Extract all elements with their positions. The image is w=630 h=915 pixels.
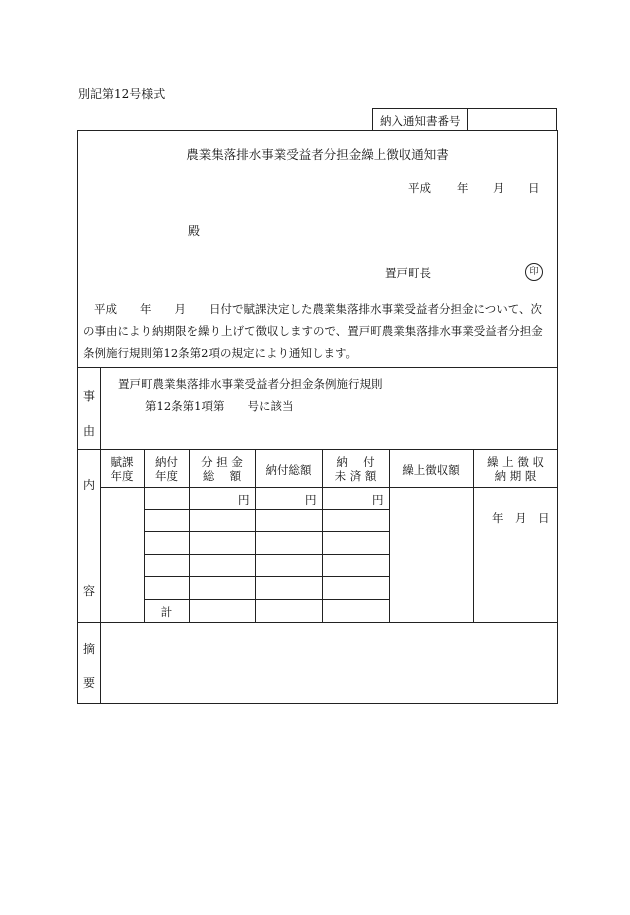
deadline-value: 年 月 日: [492, 511, 550, 525]
header-advance-collection: 繰上徴収額: [402, 463, 460, 477]
reason-label-2: 由: [82, 424, 95, 438]
yen-total-share: 円: [238, 493, 250, 507]
date-era: 平成: [408, 181, 431, 195]
addressee-suffix: 殿: [188, 224, 201, 238]
reason-line-1: 置戸町農業集落排水事業受益者分担金条例施行規則: [118, 377, 383, 391]
body-line-3: 条例施行規則第12条第2項の規定により通知します。: [83, 346, 358, 360]
issuer-name: 置戸町長: [385, 266, 431, 280]
document-title: 農業集落排水事業受益者分担金繰上徴収通知書: [186, 147, 449, 162]
notice-number-label: 納入通知書番号: [380, 114, 461, 128]
date-year: 年: [457, 181, 469, 195]
header-unpaid: 納 付 未 済 額: [334, 455, 377, 483]
body-line-1: 平成 年 月 日付で賦課決定した農業集落排水事業受益者分担金について、次: [94, 302, 543, 316]
remarks-label-1: 摘: [82, 642, 95, 656]
header-fuka-year: 賦課 年度: [110, 455, 134, 483]
details-label-2: 容: [82, 584, 95, 598]
yen-paid-total: 円: [305, 493, 317, 507]
seal-icon: 印: [525, 263, 543, 281]
header-deadline: 繰 上 徴 収 納 期 限: [487, 455, 544, 483]
details-label-1: 内: [82, 478, 95, 492]
reason-label-1: 事: [82, 389, 95, 403]
date-day: 日: [528, 181, 540, 195]
header-nofu-year: 納付 年度: [155, 455, 178, 483]
notice-number-value[interactable]: [472, 113, 552, 127]
total-label: 計: [160, 605, 173, 619]
date-month: 月: [493, 181, 505, 195]
yen-unpaid: 円: [372, 493, 384, 507]
remarks-field[interactable]: [104, 626, 554, 700]
header-total-share: 分 担 金 総 額: [201, 455, 243, 483]
header-paid-total: 納付総額: [265, 463, 312, 477]
body-line-2: の事由により納期限を繰り上げて徴収しますので、置戸町農業集落排水事業受益者分担金: [83, 324, 543, 338]
form-label: 別記第12号様式: [78, 87, 166, 101]
remarks-label-2: 要: [82, 676, 95, 690]
reason-line-2: 第12条第1項第 号に該当: [145, 399, 294, 413]
